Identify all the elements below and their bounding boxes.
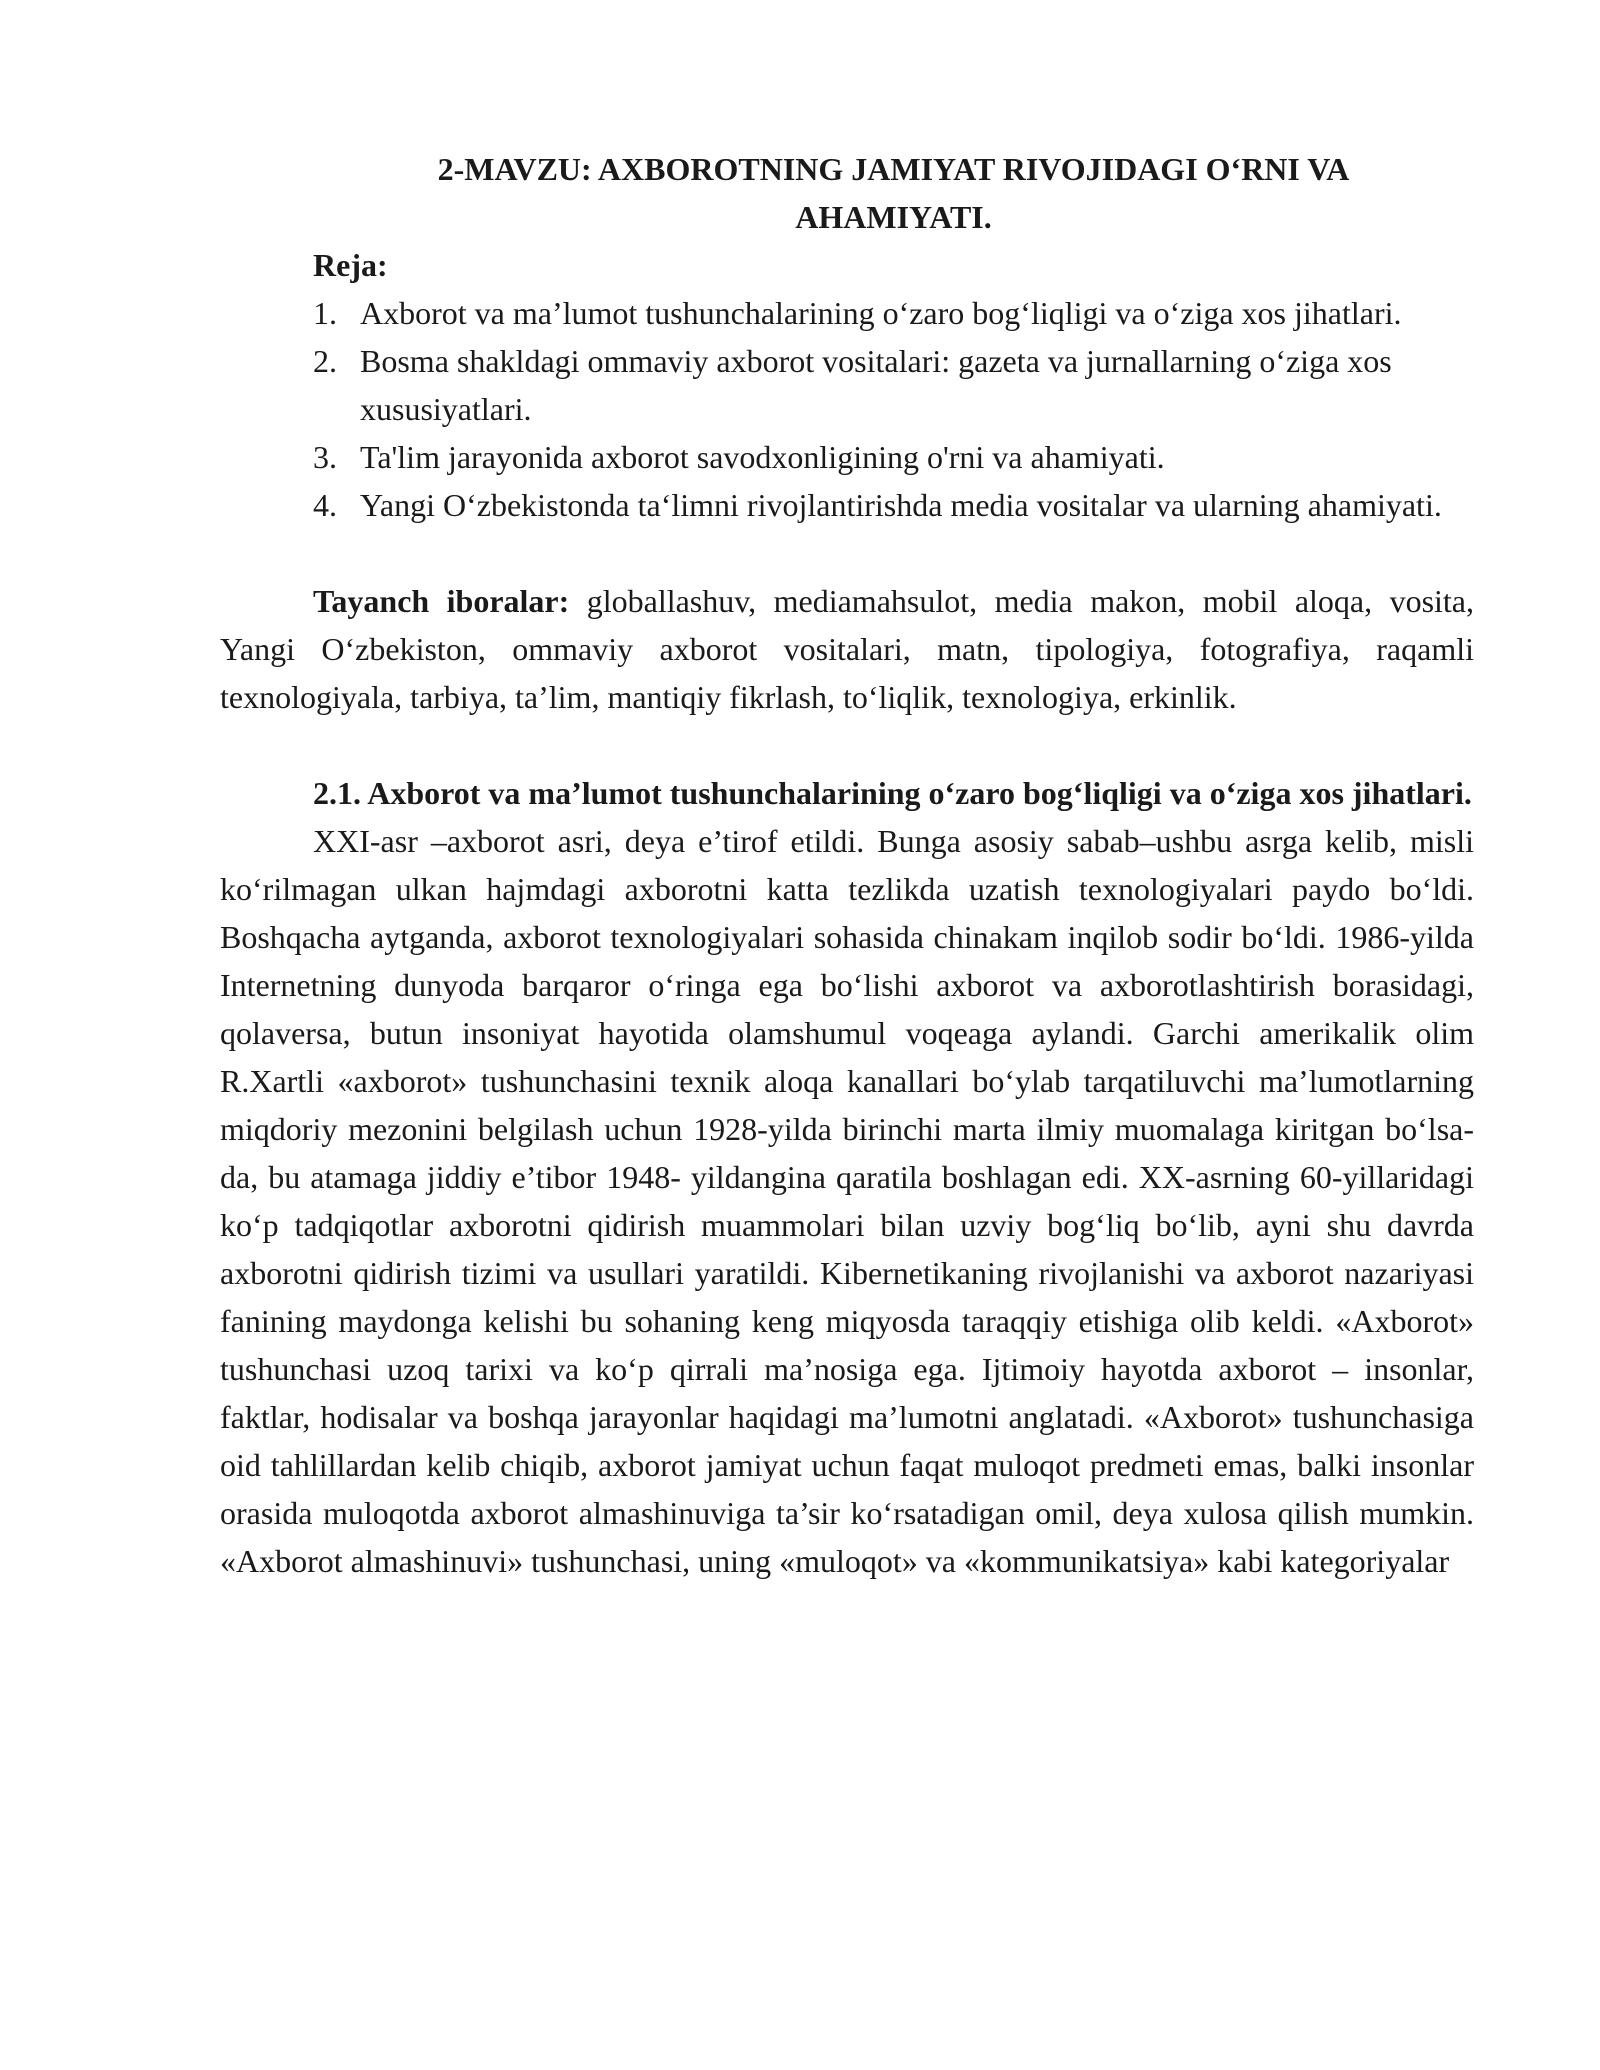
plan-item-number: 3. <box>313 439 337 475</box>
plan-item-number: 4. <box>313 487 337 523</box>
document-page <box>220 145 1474 1585</box>
plan-item-number: 1. <box>313 295 337 331</box>
title-line-1: 2-MAVZU: AXBOROTNING JAMIYAT RIVOJIDAGI O‘RNI VA <box>437 151 1350 187</box>
section-paragraph: XXI-asr –axborot asri, deya e’tirof etildi. Bunga asosiy sabab–ushbu asrga kelib, misli ko‘rilmagan ulkan hajmdagi axborotni katta tezlikda uzatish texnologiyalari paydo bo‘ldi. Boshqacha aytganda, axborot texnologiyalari sohasida chinakam inqilob sodir bo‘ldi. 1986-yilda Internetning dunyoda barqaror o‘ringa ega bo‘lishi axborot va axborotlashtirish borasidagi, qolaversa, butun insoniyat hayotida olamshumul voqeaga aylandi. Garchi amerikalik olim R.Xartli «axborot» tushunchasini texnik aloqa kanallari bo‘ylab tarqatiluvchi ma’lumotlarning miqdoriy mezonini belgilash uchun 1928-yilda birinchi marta ilmiy muomalaga kiritgan bo‘lsa-da, bu atamaga jiddiy e’tibor 1948- yildangina qaratila boshlagan edi. XX-asrning 60-yillaridagi ko‘p tadqiqotlar axborotni qidirish muammolari bilan uzviy bog‘liq bo‘lib, ayni shu davrda axborotni qidirish tizimi va usullari yaratildi. Kibernetikaning rivojlanishi va axborot nazariyasi fanining maydonga kelishi bu sohaning keng miqyosda taraqqiy etishiga olib keldi. «Axborot» tushunchasi uzoq tarixi va ko‘p qirrali ma’nosiga ega. Ijtimoiy hayotda axborot – insonlar, faktlar, hodisalar va boshqa jarayonlar haqidagi ma’lumotni anglatadi. «Axborot» tushunchasiga oid tahlillardan kelib chiqib, axborot jamiyat uchun faqat muloqot predmeti emas, balki insonlar orasida muloqotda axborot almashinuviga ta’sir ko‘rsatadigan omil, deya xulosa qilish mumkin. «Axborot almashinuvi» tushunchasi, uning «muloqot» va «kommunikatsiya» kabi kategoriyalar <box>220 823 1474 1579</box>
keywords-paragraph <box>220 577 1474 721</box>
keywords-label: Tayanch iboralar: <box>313 583 570 619</box>
keywords-text: globallashuv, mediamahsulot, media makon, mobil aloqa, vosita, Yangi O‘zbekiston, ommaviy axborot vositalari, matn, tipologiya, fotografiya, raqamli texnologiyala, tarbiya, ta’lim, mantiqiy fikrlash, to‘liqlik, texnologiya, erkinlik. <box>220 583 1474 715</box>
plan-list <box>313 289 1474 529</box>
document-title <box>313 145 1474 241</box>
plan-item-3 <box>313 433 1474 481</box>
plan-item-2 <box>313 337 1474 433</box>
section-heading: 2.1. Axborot va ma’lumot tushunchalarining o‘zaro bog‘liqligi va o‘ziga xos jihatlari. <box>313 775 1472 811</box>
plan-item-text: Ta'lim jarayonida axborot savodxonligining o'rni va ahamiyati. <box>360 439 1165 475</box>
plan-item-text: Axborot va ma’lumot tushunchalarining o‘zaro bog‘liqligi va o‘ziga xos jihatlari. <box>360 295 1402 331</box>
plan-item-text: Yangi O‘zbekistonda ta‘limni rivojlantirishda media vositalar va ularning ahamiyati. <box>360 487 1442 523</box>
plan-item-1 <box>313 289 1474 337</box>
plan-item-text: Bosma shakldagi ommaviy axborot vositalari: gazeta va jurnallarning o‘ziga xos xususiyatlari. <box>360 343 1392 427</box>
title-line-2: AHAMIYATI. <box>795 199 992 235</box>
plan-item-4 <box>313 481 1474 529</box>
plan-heading: Reja: <box>313 247 388 283</box>
plan-item-number: 2. <box>313 343 337 379</box>
